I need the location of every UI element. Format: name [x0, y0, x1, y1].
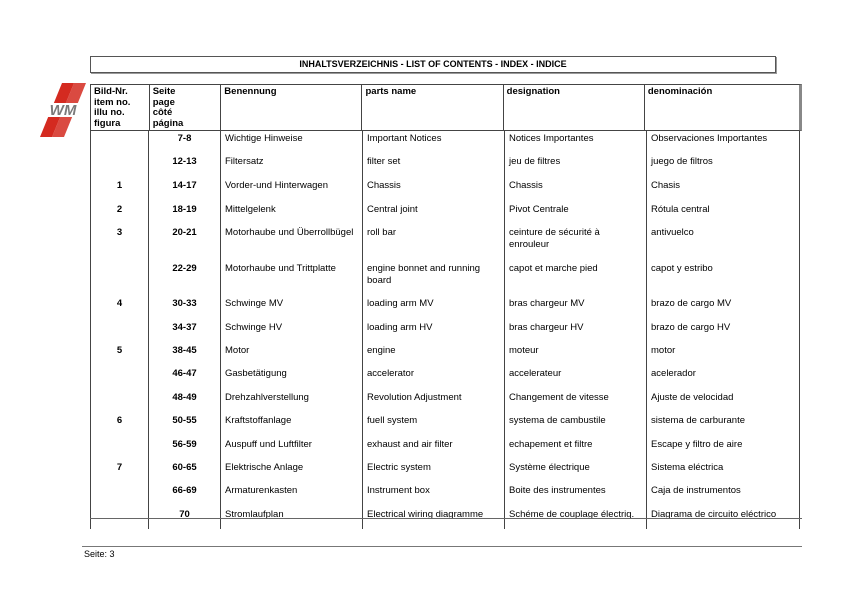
- page-range: 38-45: [149, 343, 221, 366]
- french-name: echapement et filtre: [505, 437, 647, 460]
- page-range: 34-37: [149, 320, 221, 343]
- french-name: ceinture de sécurité à enrouleur: [505, 225, 647, 261]
- german-name: Motorhaube und Überrollbügel: [221, 225, 363, 261]
- header-german: Benennung: [221, 85, 362, 130]
- spanish-name: brazo de cargo MV: [647, 296, 800, 320]
- english-name: Instrument box: [363, 483, 505, 507]
- english-name: engine: [363, 343, 505, 366]
- table-row: [90, 390, 800, 413]
- page-range: 70: [149, 507, 221, 529]
- page-range: 50-55: [149, 413, 221, 437]
- wm-logo-icon: [40, 83, 86, 137]
- french-name: bras chargeur MV: [505, 296, 647, 320]
- footer-divider: [82, 546, 802, 547]
- spanish-name: acelerador: [647, 366, 800, 390]
- german-name: Schwinge HV: [221, 320, 363, 343]
- english-name: filter set: [363, 154, 505, 178]
- figure-number: [90, 390, 149, 413]
- table-row: [90, 225, 800, 261]
- german-name: Stromlaufplan: [221, 507, 363, 529]
- german-name: Kraftstoffanlage: [221, 413, 363, 437]
- german-name: Auspuff und Luftfilter: [221, 437, 363, 460]
- figure-number: [90, 320, 149, 343]
- table-header: [90, 84, 802, 131]
- spanish-name: Chasis: [647, 178, 800, 202]
- table-row: [90, 178, 800, 202]
- german-name: Gasbetätigung: [221, 366, 363, 390]
- french-name: Notices Importantes: [505, 131, 647, 154]
- french-name: Système électrique: [505, 460, 647, 483]
- spanish-name: motor: [647, 343, 800, 366]
- table-row: [90, 413, 800, 437]
- table-row: [90, 437, 800, 460]
- english-name: fuell system: [363, 413, 505, 437]
- page-range: 14-17: [149, 178, 221, 202]
- page-range: 20-21: [149, 225, 221, 261]
- table-row: [90, 483, 800, 507]
- english-name: Important Notices: [363, 131, 505, 154]
- figure-number: 5: [90, 343, 149, 366]
- figure-number: [90, 131, 149, 154]
- english-name: exhaust and air filter: [363, 437, 505, 460]
- header-spanish: denominación: [647, 86, 713, 97]
- header-french: designation: [504, 85, 645, 130]
- spanish-name: Escape y filtro de aire: [647, 437, 800, 460]
- page-range: 30-33: [149, 296, 221, 320]
- table-bottom-rule: [90, 518, 802, 519]
- german-name: Drehzahlverstellung: [221, 390, 363, 413]
- spanish-name: capot y estribo: [647, 261, 800, 296]
- german-name: Schwinge MV: [221, 296, 363, 320]
- spanish-name: Ajuste de velocidad: [647, 390, 800, 413]
- spanish-name: Sistema eléctrica: [647, 460, 800, 483]
- svg-text:WM: WM: [49, 102, 77, 119]
- german-name: Filtersatz: [221, 154, 363, 178]
- table-row: [90, 343, 800, 366]
- spanish-name: Caja de instrumentos: [647, 483, 800, 507]
- spanish-name: Rótula central: [647, 202, 800, 225]
- french-name: Chassis: [505, 178, 647, 202]
- figure-number: 7: [90, 460, 149, 483]
- table-row: [90, 320, 800, 343]
- figure-number: 3: [90, 225, 149, 261]
- spanish-name: antivuelco: [647, 225, 800, 261]
- header-line: page: [152, 96, 175, 108]
- german-name: Wichtige Hinweise: [221, 131, 363, 154]
- english-name: Electric system: [363, 460, 505, 483]
- figure-number: 4: [90, 296, 149, 320]
- french-name: moteur: [505, 343, 647, 366]
- english-name: loading arm MV: [363, 296, 505, 320]
- french-name: Pivot Centrale: [505, 202, 647, 225]
- german-name: Mittelgelenk: [221, 202, 363, 225]
- english-name: Electrical wiring diagramme: [363, 507, 505, 529]
- figure-number: [90, 261, 149, 296]
- spanish-name: Diagrama de circuito eléctrico: [647, 507, 800, 529]
- french-name: Changement de vitesse: [505, 390, 647, 413]
- figure-number: 2: [90, 202, 149, 225]
- page-range: 66-69: [149, 483, 221, 507]
- german-name: Elektrische Anlage: [221, 460, 363, 483]
- page-range: 18-19: [149, 202, 221, 225]
- page-range: 7-8: [149, 131, 221, 154]
- figure-number: 1: [90, 178, 149, 202]
- table-row: [90, 366, 800, 390]
- french-name: jeu de filtres: [505, 154, 647, 178]
- english-name: roll bar: [363, 225, 505, 261]
- header-figure: [91, 85, 150, 130]
- table-row: [90, 296, 800, 320]
- english-name: Chassis: [363, 178, 505, 202]
- page-title: INHALTSVERZEICHNIS - LIST OF CONTENTS - INDEX - INDICE: [90, 56, 776, 73]
- english-name: loading arm HV: [363, 320, 505, 343]
- french-name: bras chargeur HV: [505, 320, 647, 343]
- header-line: Bild-Nr.: [94, 86, 128, 97]
- figure-number: [90, 437, 149, 460]
- french-name: Boite des instrumentes: [505, 483, 647, 507]
- figure-number: [90, 366, 149, 390]
- french-name: Schéme de couplage électriq.: [505, 507, 647, 529]
- table-row: [90, 460, 800, 483]
- german-name: Motorhaube und Trittplatte: [221, 261, 363, 296]
- page-number: Seite: 3: [84, 549, 115, 559]
- figure-number: [90, 154, 149, 178]
- spanish-name: juego de filtros: [647, 154, 800, 178]
- contents-table: [90, 131, 800, 529]
- english-name: Revolution Adjustment: [363, 390, 505, 413]
- page-range: 22-29: [149, 261, 221, 296]
- header-line: figura: [94, 117, 121, 129]
- page-range: 56-59: [149, 437, 221, 460]
- header-line: côté: [152, 107, 173, 118]
- german-name: Armaturenkasten: [221, 483, 363, 507]
- spanish-name: brazo de cargo HV: [647, 320, 800, 343]
- header-line: página: [152, 117, 184, 129]
- french-name: systema de cambustile: [505, 413, 647, 437]
- page-range: 60-65: [149, 460, 221, 483]
- english-name: accelerator: [363, 366, 505, 390]
- table-row: [90, 131, 800, 154]
- german-name: Motor: [221, 343, 363, 366]
- page-range: 12-13: [149, 154, 221, 178]
- header-line: item no.: [94, 96, 131, 108]
- german-name: Vorder-und Hinterwagen: [221, 178, 363, 202]
- table-row: [90, 202, 800, 225]
- spanish-name: Observaciones Importantes: [647, 131, 800, 154]
- english-name: Central joint: [363, 202, 505, 225]
- table-row: [90, 261, 800, 296]
- header-line: Seite: [152, 86, 176, 97]
- header-english: parts name: [362, 85, 503, 130]
- spanish-name: sistema de carburante: [647, 413, 800, 437]
- table-row: [90, 154, 800, 178]
- page-range: 46-47: [149, 366, 221, 390]
- english-name: engine bonnet and running board: [363, 261, 505, 296]
- header-line: illu no.: [94, 107, 125, 118]
- header-page: [150, 85, 222, 130]
- figure-number: [90, 483, 149, 507]
- page-range: 48-49: [149, 390, 221, 413]
- french-name: accelerateur: [505, 366, 647, 390]
- figure-number: 6: [90, 413, 149, 437]
- french-name: capot et marche pied: [505, 261, 647, 296]
